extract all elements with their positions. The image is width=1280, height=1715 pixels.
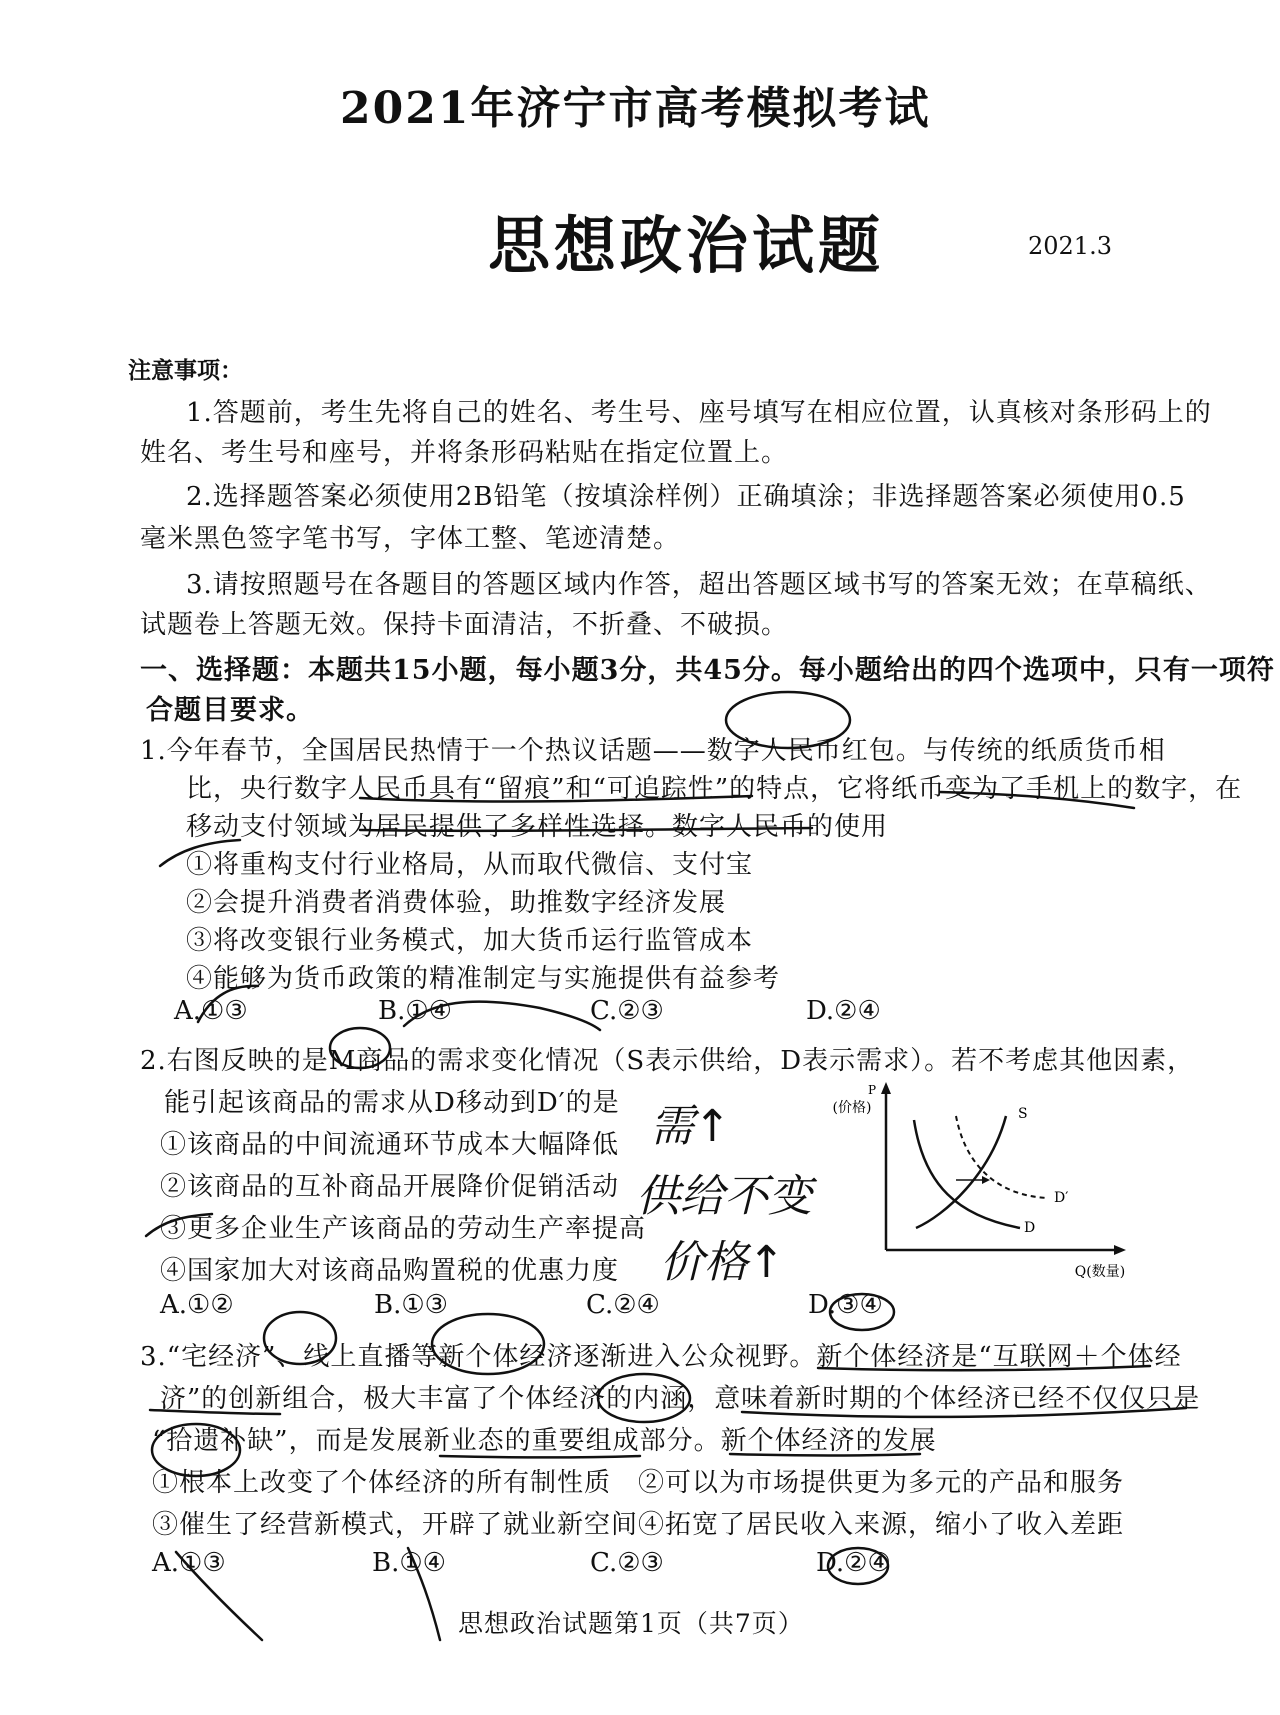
q1-option-4: ④能够为货币政策的精准制定与实施提供有益参考 — [186, 964, 781, 994]
handwriting-note-1: 需↑ — [650, 1101, 731, 1152]
handwriting-note-2: 供给不变 — [636, 1171, 812, 1222]
q1-stem-line-1: 1.今年春节，全国居民热情于一个热议话题——数字人民币红包。与传统的纸质货币相 — [140, 736, 1166, 766]
strike-mark — [160, 840, 240, 866]
underline-mark — [440, 1456, 640, 1458]
circle-mark — [828, 1548, 888, 1584]
strike-mark — [146, 1214, 212, 1236]
circle-mark — [726, 692, 850, 748]
strike-mark — [198, 986, 258, 1022]
q2-choice-c: C.②④ — [586, 1290, 660, 1320]
subject-title: 思想政治试题 — [488, 209, 885, 282]
q1-option-3: ③将改变银行业务模式，加大货币运行监管成本 — [186, 926, 754, 956]
q2-choice-b: B.①③ — [374, 1290, 448, 1320]
q3-stem-line-2: 济”的创新组合，极大丰富了个体经济的内涵，意味着新时期的个体经济已经不仅仅只是 — [160, 1384, 1201, 1414]
notice-item-3-line-2: 试题卷上答题无效。保持卡面清洁，不折叠、不破损。 — [140, 610, 789, 640]
q3-option-3: ③催生了经营新模式，开辟了就业新空间 — [152, 1510, 639, 1540]
handwriting-note-3: 价格↑ — [660, 1237, 785, 1288]
notice-item-2-line-1: 2.选择题答案必须使用2B铅笔（按填涂样例）正确填涂；非选择题答案必须使用0.5 — [186, 482, 1186, 512]
series-label-s: S — [1018, 1106, 1028, 1122]
notice-item-3-line-1: 3.请按照题号在各题目的答题区域内作答，超出答题区域书写的答案无效；在草稿纸、 — [186, 570, 1212, 600]
notice-item-2-line-2: 毫米黑色签字笔书写，字体工整、笔迹清楚。 — [140, 524, 681, 554]
underline-mark — [818, 1366, 1150, 1370]
underline-mark — [360, 828, 812, 831]
q3-option-4: ④拓宽了居民收入来源，缩小了收入差距 — [638, 1510, 1125, 1540]
notice-heading: 注意事项： — [128, 357, 243, 384]
q1-choice-b: B.①④ — [378, 996, 452, 1026]
q1-option-1: ①将重构支付行业格局，从而取代微信、支付宝 — [186, 850, 754, 880]
strike-mark — [404, 1002, 600, 1030]
series-label-d-prime: D′ — [1054, 1190, 1069, 1206]
notice-item-1-line-2: 姓名、考生号和座号，并将条形码粘贴在指定位置上。 — [140, 438, 789, 468]
underline-mark — [360, 796, 752, 802]
q1-choice-a: A.①③ — [174, 996, 248, 1026]
q2-choice-a: A.①② — [160, 1290, 234, 1320]
q3-option-1: ①根本上改变了个体经济的所有制性质 — [152, 1468, 612, 1498]
q2-option-3: ③更多企业生产该商品的劳动生产率提高 — [160, 1214, 647, 1244]
q1-option-2: ②会提升消费者消费体验，助推数字经济发展 — [186, 888, 727, 918]
q1-choice-c: C.②③ — [590, 996, 664, 1026]
q3-stem-line-1: 3.“宅经济”、线上直播等新个体经济逐渐进入公众视野。新个体经济是“互联网＋个体经 — [140, 1342, 1182, 1372]
q3-choice-d: D.②④ — [816, 1548, 891, 1578]
notice-item-1-line-1: 1.答题前，考生先将自己的姓名、考生号、座号填写在相应位置，认真核对条形码上的 — [186, 398, 1212, 428]
circle-mark — [264, 1312, 336, 1364]
underline-mark — [940, 792, 1134, 808]
page-footer: 思想政治试题第1页（共7页） — [458, 1609, 804, 1638]
q2-option-1: ①该商品的中间流通环节成本大幅降低 — [160, 1130, 620, 1160]
section-1-line-2: 合题目要求。 — [146, 695, 314, 726]
x-axis-label: Q(数量) — [1074, 1264, 1126, 1280]
y-axis-label: (价格) — [832, 1100, 872, 1116]
circle-mark — [432, 1314, 544, 1374]
underline-mark — [742, 1408, 1186, 1417]
q2-choice-d: D.③④ — [808, 1290, 883, 1320]
exam-date: 2021.3 — [1028, 232, 1112, 260]
series-label-d: D — [1024, 1220, 1036, 1236]
circle-mark — [598, 1374, 690, 1422]
section-1-line-1: 一、选择题：本题共15小题，每小题3分，共45分。每小题给出的四个选项中，只有一项符 — [140, 655, 1275, 686]
q2-option-2: ②该商品的互补商品开展降价促销活动 — [160, 1172, 620, 1202]
q3-choice-a: A.①③ — [152, 1548, 226, 1578]
strike-mark — [176, 1552, 262, 1640]
q2-option-4: ④国家加大对该商品购置税的优惠力度 — [160, 1256, 620, 1286]
underline-mark — [150, 1410, 280, 1414]
q2-stem-line-1: 2.右图反映的是M商品的需求变化情况（S表示供给，D表示需求）。若不考虑其他因素， — [140, 1046, 1195, 1076]
q1-stem-line-3: 移动支付领域为居民提供了多样性选择。数字人民币的使用 — [186, 812, 889, 842]
y-axis-label-p: P — [867, 1083, 877, 1097]
circle-mark — [830, 1294, 894, 1330]
q3-choice-c: C.②③ — [590, 1548, 664, 1578]
exam-title: 2021年济宁市高考模拟考试 — [340, 83, 931, 134]
strike-mark — [408, 1548, 440, 1640]
q3-choice-b: B.①④ — [372, 1548, 446, 1578]
q3-option-2: ②可以为市场提供更为多元的产品和服务 — [638, 1468, 1125, 1498]
q3-stem-line-3: “拾遗补缺”，而是发展新业态的重要组成部分。新个体经济的发展 — [152, 1426, 937, 1456]
q2-option-intro: 能引起该商品的需求从D移动到D′的是 — [164, 1088, 620, 1118]
circle-mark — [152, 1424, 240, 1476]
circle-mark — [330, 1028, 390, 1068]
underline-mark — [730, 1454, 920, 1456]
q1-stem-line-2: 比，央行数字人民币具有“留痕”和“可追踪性”的特点，它将纸币变为了手机上的数字，在 — [186, 774, 1243, 804]
q1-choice-d: D.②④ — [806, 996, 881, 1026]
